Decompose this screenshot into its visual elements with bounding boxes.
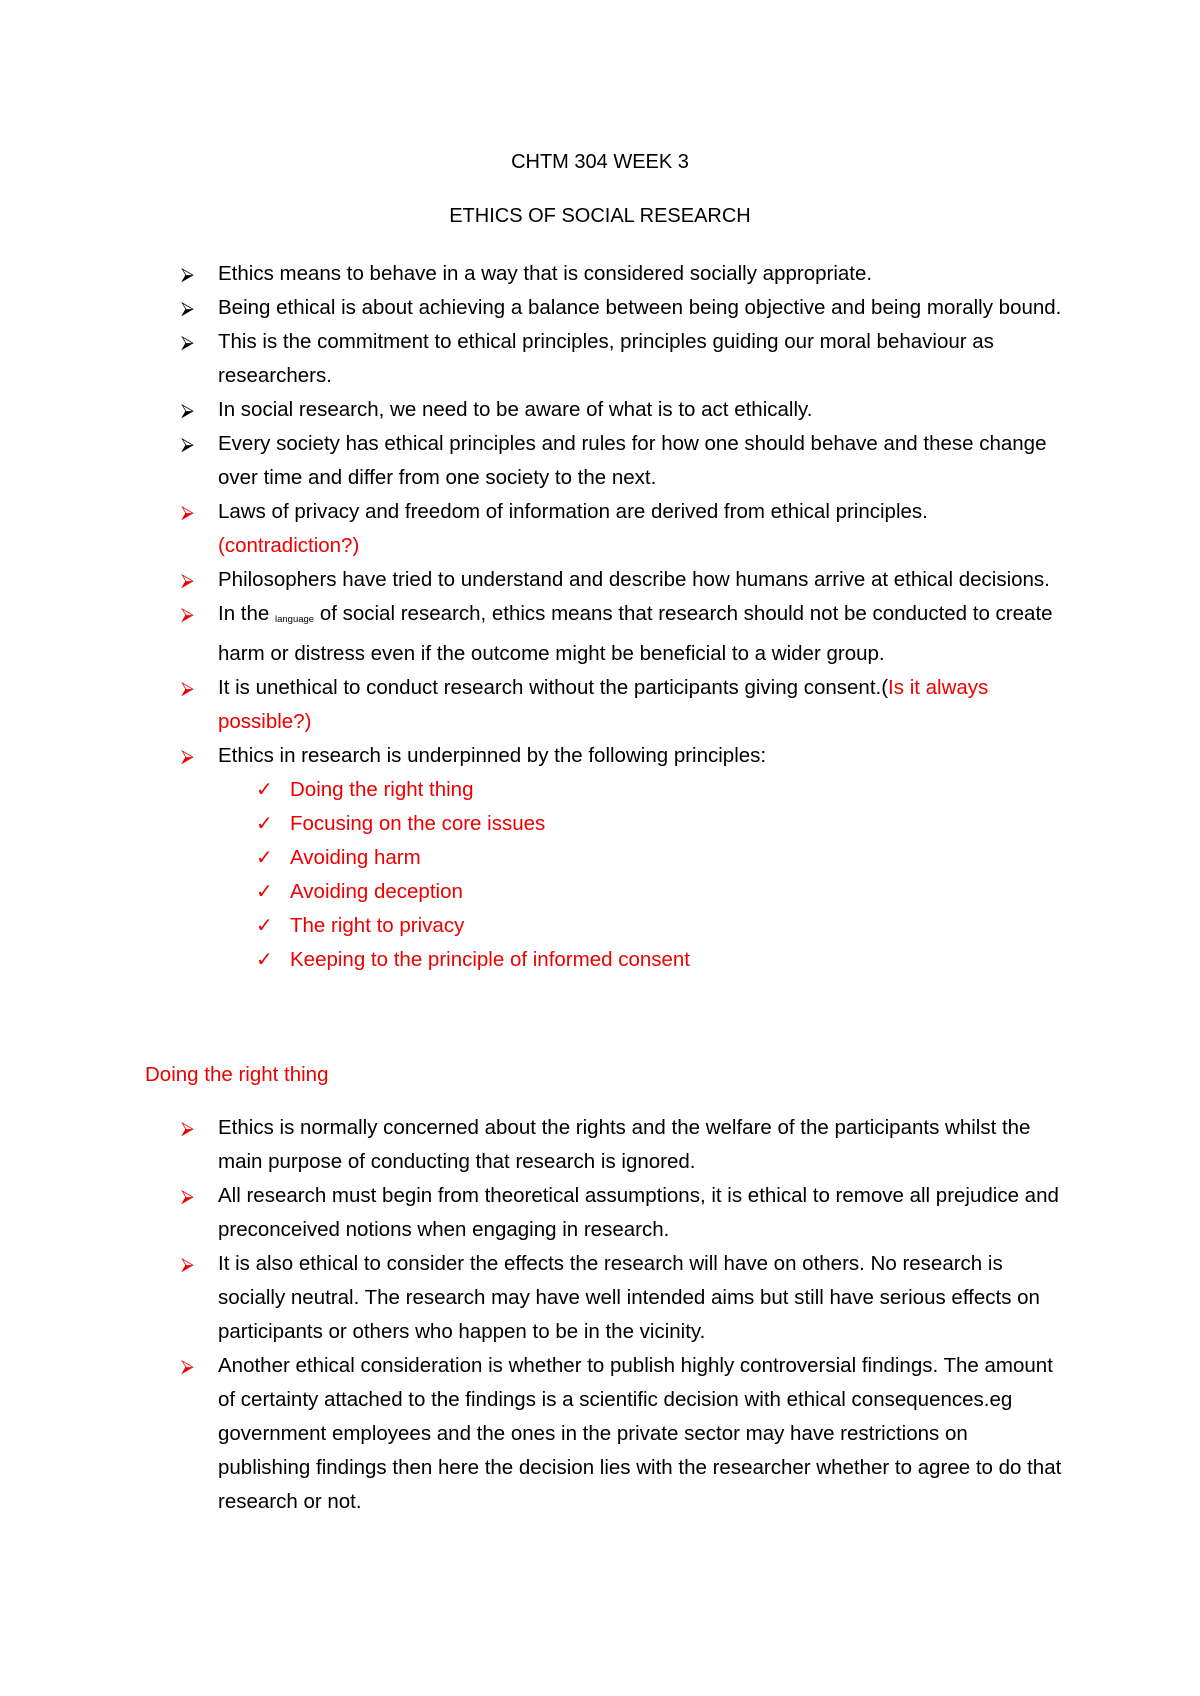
principle-text: Doing the right thing bbox=[290, 778, 474, 801]
arrow-bullet-icon: ⮚ bbox=[181, 1254, 194, 1274]
bullet-text: Philosophers have tried to understand and describe how humans arrive at ethical decisions. bbox=[218, 568, 1050, 591]
checkmark-icon: ✓ bbox=[256, 847, 273, 869]
document-subtitle: ETHICS OF SOCIAL RESEARCH bbox=[449, 205, 751, 227]
principle-item bbox=[0, 773, 1200, 807]
arrow-bullet-icon: ⮚ bbox=[181, 332, 194, 352]
bullet-text: It is unethical to conduct research without the participants giving consent.( bbox=[218, 676, 889, 699]
checkmark-icon: ✓ bbox=[256, 813, 273, 835]
bullet-text: This is the commitment to ethical principles, principles guiding our moral behaviour as researchers. bbox=[218, 330, 994, 387]
arrow-bullet-icon: ⮚ bbox=[181, 502, 194, 522]
bullet-text: Ethics in research is underpinned by the following principles: bbox=[218, 744, 767, 767]
small-word: language bbox=[275, 614, 315, 625]
bullet-text: Every society has ethical principles and rules for how one should behave and these change over time and differ from one society to the next. bbox=[218, 432, 1047, 489]
principle-text: Keeping to the principle of informed consent bbox=[290, 948, 691, 971]
checkmark-icon: ✓ bbox=[256, 915, 273, 937]
bullet-text: Being ethical is about achieving a balance between being objective and being morally bound. bbox=[218, 296, 1062, 319]
bullet-text: In social research, we need to be aware of what is to act ethically. bbox=[218, 398, 813, 421]
principle-text: Avoiding deception bbox=[290, 880, 463, 903]
arrow-bullet-icon: ⮚ bbox=[181, 264, 194, 284]
list-item bbox=[0, 1111, 1200, 1179]
bullet-note: Is it always possible?) bbox=[218, 676, 989, 733]
bullet-text: Ethics means to behave in a way that is considered socially appropriate. bbox=[218, 262, 873, 285]
bullet-note: (contradiction?) bbox=[218, 534, 360, 557]
arrow-bullet-icon: ⮚ bbox=[181, 746, 194, 766]
list-item bbox=[0, 1247, 1200, 1349]
document-title: CHTM 304 WEEK 3 bbox=[511, 151, 689, 173]
list-item bbox=[0, 1179, 1200, 1247]
arrow-bullet-icon: ⮚ bbox=[181, 1356, 194, 1376]
bullet-text: All research must begin from theoretical assumptions, it is ethical to remove all prejudice and preconceived notions when engaging in research. bbox=[218, 1184, 1059, 1241]
list-item bbox=[0, 1349, 1200, 1519]
intro-bullet-list bbox=[0, 257, 1200, 977]
list-item bbox=[0, 393, 1200, 427]
bullet-text: Another ethical consideration is whether to publish highly controversial findings. The amount of certainty attached to the findings is a scientific decision with ethical consequences.eg government employees and the ones in the private sector may have restrictions on publishing findings then here the decision lies with the researcher whether to agree to do that research or not. bbox=[218, 1354, 1062, 1513]
principle-text: Avoiding harm bbox=[290, 846, 421, 869]
arrow-bullet-icon: ⮚ bbox=[181, 400, 194, 420]
arrow-bullet-icon: ⮚ bbox=[181, 678, 194, 698]
list-item bbox=[0, 597, 1200, 671]
principle-text: The right to privacy bbox=[290, 914, 465, 937]
principle-item bbox=[0, 841, 1200, 875]
arrow-bullet-icon: ⮚ bbox=[181, 1118, 194, 1138]
bullet-text-after: of social research, ethics means that research should not be conducted to create harm or distress even if the outcome might be beneficial to a wider group. bbox=[218, 602, 1053, 665]
bullet-text: Laws of privacy and freedom of information are derived from ethical principles. bbox=[218, 500, 928, 523]
arrow-bullet-icon: ⮚ bbox=[181, 298, 194, 318]
bullet-text: It is also ethical to consider the effects the research will have on others. No research is socially neutral. The research may have well intended aims but still have serious effects on participants or others who happen to be in the vicinity. bbox=[218, 1252, 1040, 1343]
checkmark-icon: ✓ bbox=[256, 949, 273, 971]
principle-item bbox=[0, 943, 1200, 977]
arrow-bullet-icon: ⮚ bbox=[181, 1186, 194, 1206]
list-item bbox=[0, 427, 1200, 495]
list-item bbox=[0, 495, 1200, 563]
list-item bbox=[0, 739, 1200, 773]
arrow-bullet-icon: ⮚ bbox=[181, 434, 194, 454]
bullet-text: Ethics is normally concerned about the rights and the welfare of the participants whilst the main purpose of conducting that research is ignored. bbox=[218, 1116, 1031, 1173]
principle-item bbox=[0, 909, 1200, 943]
checkmark-icon: ✓ bbox=[256, 779, 273, 801]
list-item bbox=[0, 671, 1200, 739]
checkmark-icon: ✓ bbox=[256, 881, 273, 903]
arrow-bullet-icon: ⮚ bbox=[181, 570, 194, 590]
section-bullet-list bbox=[0, 1111, 1200, 1519]
list-item bbox=[0, 563, 1200, 597]
list-item bbox=[0, 325, 1200, 393]
list-item bbox=[0, 257, 1200, 291]
section-heading: Doing the right thing bbox=[145, 1063, 329, 1086]
principle-text: Focusing on the core issues bbox=[290, 812, 546, 835]
list-item bbox=[0, 291, 1200, 325]
bullet-text-before: In the bbox=[218, 602, 270, 625]
principle-item bbox=[0, 875, 1200, 909]
principle-item bbox=[0, 807, 1200, 841]
arrow-bullet-icon: ⮚ bbox=[181, 604, 194, 624]
